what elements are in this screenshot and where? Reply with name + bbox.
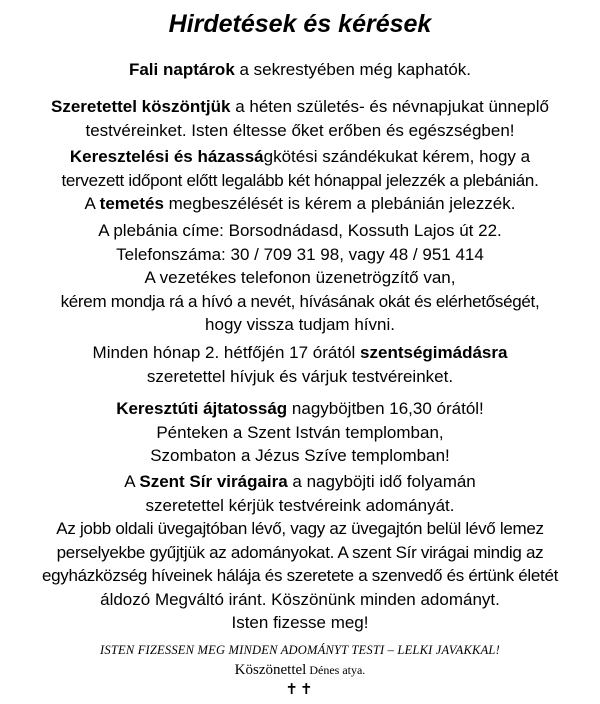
- bold-text: Szent Sír virágaira: [139, 472, 288, 491]
- line: A vezetékes telefonon üzenetrögzítő van,: [144, 268, 456, 287]
- line: kérem mondja rá a hívó a nevét, hívásának okát és elérhetőségét,: [60, 291, 540, 311]
- line: szeretettel kérjük testvéreink adományát.: [145, 495, 455, 515]
- line: [0, 58, 600, 82]
- text: nagyböjtben 16,30 órától!: [287, 399, 484, 418]
- section-calendars: [0, 58, 600, 82]
- section-baptism: [0, 145, 600, 216]
- text: a sekrestyében még kaphatók.: [234, 60, 472, 79]
- text: a nagyböjti idő folyamán: [287, 472, 476, 491]
- section-stations: [0, 397, 600, 468]
- bold-text: Keresztúti ájtatosság: [116, 399, 288, 418]
- address-line: A plebánia címe: Borsodnádasd, Kossuth Lajos út 22.: [98, 221, 502, 240]
- line: [0, 341, 600, 365]
- section-birthdays: [0, 95, 600, 142]
- text: megbeszélését is kérem a plebánián jelezzék.: [163, 194, 516, 213]
- line: [0, 95, 600, 119]
- thanks-text: Köszönettel: [234, 662, 307, 678]
- section-adoration: [0, 341, 600, 388]
- footer-signature: [0, 662, 600, 679]
- line: Pénteken a Szent István templomban,: [156, 422, 444, 442]
- section-holy-sepulchre: [0, 470, 600, 635]
- line: tervezett időpont előtt legalább két hónappal jelezzék a plebánián.: [61, 170, 539, 190]
- line: áldozó Megváltó iránt. Köszönünk minden adományt.: [100, 589, 500, 609]
- bold-text: Fali naptárok: [128, 60, 235, 79]
- bold-text: Szeretettel köszöntjük: [50, 97, 231, 116]
- phone-line: Telefonszáma: 30 / 709 31 98, vagy 48 / 951 414: [116, 244, 484, 264]
- bold-text: szentségimádásra: [360, 343, 508, 362]
- bold-text: temetés: [99, 194, 164, 213]
- line: Szombaton a Jézus Szíve templomban!: [150, 446, 450, 465]
- text: a héten születés- és névnapjukat ünneplő: [230, 97, 549, 116]
- bold-text: Keresztelési és házassá: [69, 147, 264, 166]
- section-contact: [0, 219, 600, 337]
- text: A: [84, 194, 100, 213]
- line: hogy vissza tudjam hívni.: [205, 315, 395, 334]
- signature-name: Dénes atya.: [306, 663, 366, 677]
- line: [0, 192, 600, 216]
- line: [0, 470, 600, 494]
- line: [0, 145, 600, 169]
- footer-blessing: ISTEN FIZESSEN MEG MINDEN ADOMÁNYT TESTI – LELKI JAVAKKAL!: [100, 643, 500, 657]
- line: szeretettel hívjuk és várjuk testvéreinket.: [146, 366, 454, 386]
- line: perselyekbe gyűjtjük az adományokat. A szent Sír virágai mindig az: [56, 542, 544, 562]
- line: egyházközség híveinek hálája és szeretete a szenvedő és értünk életét: [41, 566, 559, 585]
- cross-icon: ✝✝: [285, 682, 315, 698]
- text: Minden hónap 2. hétfőjén 17 órától: [92, 343, 361, 362]
- line: Isten fizesse meg!: [231, 613, 369, 632]
- text: gkötési szándékukat kérem, hogy a: [263, 147, 531, 166]
- page-title: Hirdetések és kérések: [168, 10, 432, 38]
- line: [0, 397, 600, 421]
- line: testvéreinket. Isten éltesse őket erőben és egészségben!: [85, 120, 515, 140]
- line: Az jobb oldali üvegajtóban lévő, vagy az üvegajtón belül lévő lemez: [56, 519, 544, 538]
- text: A: [124, 472, 140, 491]
